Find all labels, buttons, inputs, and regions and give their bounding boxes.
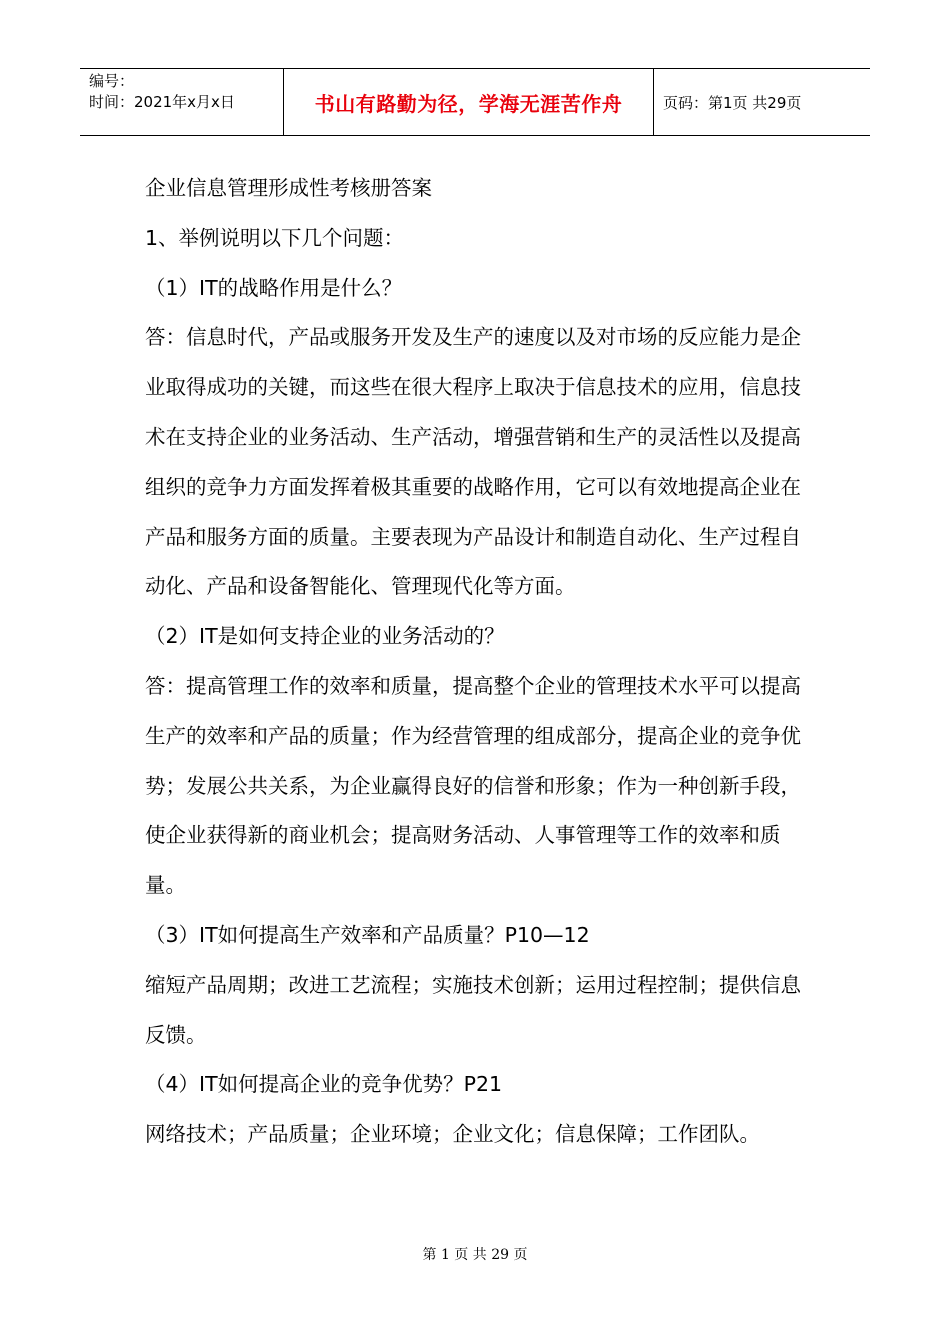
question-1-3: （3）IT如何提高生产效率和产品质量？P10—12 [145,922,590,947]
number-label: 编号： [89,72,135,90]
header-page-cell [654,69,870,135]
question-1-2: （2）IT是如何支持企业的业务活动的？ [145,624,505,649]
header-motto-cell [283,69,654,135]
time-label: 时间：2021年x月x日 [89,93,235,111]
header-table [80,68,870,136]
answer-1-2: 答：提高管理工作的效率和质量，提高整个企业的管理技术水平可以提高生产的效率和产品的质量；作为经营管理的组成部分，提高企业的竞争优势；发展公共关系，为企业赢得良好的信誉和形象；作为一种创新手段，使企业获得新的商业机会；提高财务活动、人事管理等工作的效率和质量。 [145,673,801,898]
question-1-4: （4）IT如何提高企业的竞争优势？P21 [145,1072,503,1097]
page-info: 页码：第1页 共29页 [663,93,802,112]
document-body [145,164,815,1160]
document-title: 企业信息管理形成性考核册答案 [145,176,432,200]
page-footer [0,1244,950,1264]
question-1: 1、举例说明以下几个问题： [145,225,405,250]
header-meta-cell [80,69,283,135]
question-1-1: （1）IT的战略作用是什么？ [145,275,403,300]
footer-page-number: 第 1 页 共 29 页 [422,1247,528,1263]
answer-1-3: 缩短产品周期；改进工艺流程；实施技术创新；运用过程控制；提供信息反馈。 [145,972,801,1047]
answer-1-1: 答：信息时代，产品或服务开发及生产的速度以及对市场的反应能力是企业取得成功的关键，而这些在很大程序上取决于信息技术的应用，信息技术在支持企业的业务活动、生产活动，增强营销和生产的灵活性以及提高组织的竞争力方面发挥着极其重要的战略作用，它可以有效地提高企业在产品和服务方面的质量。主要表现为产品设计和制造自动化、生产过程自动化、产品和设备智能化、管理现代化等方面。 [145,325,801,599]
answer-1-4: 网络技术；产品质量；企业环境；企业文化；信息保障；工作团队。 [145,1122,760,1147]
motto-text: 书山有路勤为径，学海无涯苦作舟 [314,91,623,116]
